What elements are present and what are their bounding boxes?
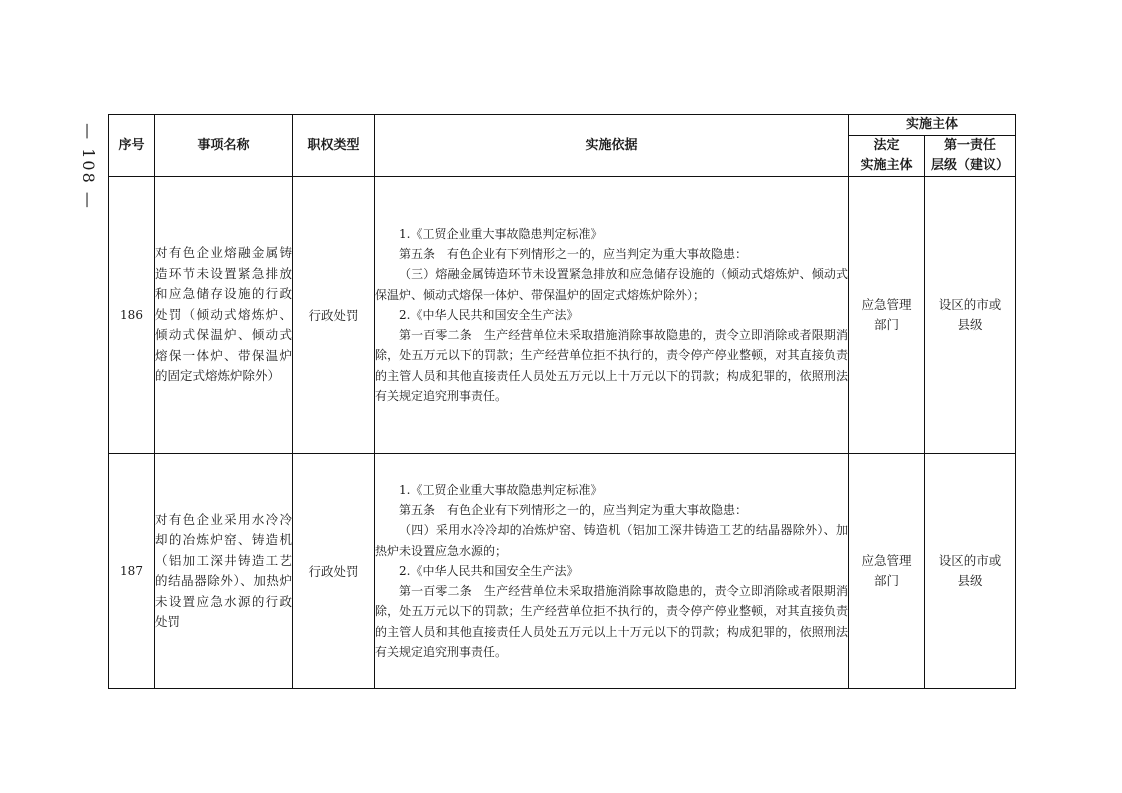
row-legal-subject — [849, 454, 925, 689]
header-row-1 — [109, 115, 1016, 136]
row-first-level-line2: 县级 — [957, 573, 983, 588]
row-first-level-line2: 县级 — [957, 317, 983, 332]
row-first-level — [925, 177, 1016, 454]
header-first-level-line1: 第一责任 — [944, 138, 997, 153]
header-first-level — [925, 136, 1016, 177]
basis-paragraph: 第一百零二条 生产经营单位未采取措施消除事故隐患的，责令立即消除或者限期消除，处五万元以下的罚款；生产经营单位拒不执行的，责令停产停业整顿，对其直接负责的主管人员和其他直接责任人员处五万元以上十万元以下的罚款；构成犯罪的，依照刑法有关规定追究刑事责任。 — [375, 584, 848, 660]
row-authority-type: 行政处罚 — [293, 454, 375, 689]
basis-paragraph: （四）采用水冷冷却的冶炼炉窑、铸造机（铝加工深井铸造工艺的结晶器除外）、加热炉未设置应急水源的； — [375, 523, 848, 558]
row-first-level-line1: 设区的市或 — [938, 297, 1002, 312]
row-basis — [375, 177, 849, 454]
authority-table — [108, 114, 1016, 689]
basis-paragraph: 2.《中华人民共和国安全生产法》 — [399, 563, 579, 578]
header-type: 职权类型 — [293, 115, 375, 177]
page-number — [72, 116, 104, 216]
row-legal-subject-line2: 部门 — [873, 573, 899, 588]
header-first-level-line2: 层级（建议） — [931, 158, 1010, 173]
header-basis: 实施依据 — [375, 115, 849, 177]
row-item-name: 对有色企业熔融金属铸造环节未设置紧急排放和应急储存设施的行政处罚（倾动式熔炼炉、倾动式保温炉、倾动式熔保一体炉、带保温炉的固定式熔炼炉除外） — [155, 177, 293, 454]
row-seq: 186 — [109, 177, 155, 454]
row-authority-type: 行政处罚 — [293, 177, 375, 454]
row-first-level — [925, 454, 1016, 689]
row-first-level-line1: 设区的市或 — [938, 553, 1002, 568]
header-legal-subject-line1: 法定 — [873, 138, 900, 153]
row-seq: 187 — [109, 454, 155, 689]
basis-paragraph: 第一百零二条 生产经营单位未采取措施消除事故隐患的，责令立即消除或者限期消除，处五万元以下的罚款；生产经营单位拒不执行的，责令停产停业整顿，对其直接负责的主管人员和其他直接责任人员处五万元以上十万元以下的罚款；构成犯罪的，依照刑法有关规定追究刑事责任。 — [375, 328, 848, 404]
page-number-text: — 108 — — [78, 122, 98, 210]
table-row — [109, 177, 1016, 454]
basis-paragraph: （三）熔融金属铸造环节未设置紧急排放和应急储存设施的（倾动式熔炼炉、倾动式保温炉、倾动式熔保一体炉、带保温炉的固定式熔炼炉除外）； — [375, 267, 848, 302]
basis-paragraph: 2.《中华人民共和国安全生产法》 — [399, 307, 579, 322]
row-basis — [375, 454, 849, 689]
row-item-name: 对有色企业采用水冷冷却的冶炼炉窑、铸造机（铝加工深井铸造工艺的结晶器除外）、加热炉未设置应急水源的行政处罚 — [155, 454, 293, 689]
basis-paragraph: 第五条 有色企业有下列情形之一的，应当判定为重大事故隐患： — [399, 246, 748, 261]
header-seq: 序号 — [109, 115, 155, 177]
row-legal-subject-line2: 部门 — [873, 317, 899, 332]
header-legal-subject — [849, 136, 925, 177]
basis-paragraph: 1.《工贸企业重大事故隐患判定标准》 — [399, 482, 603, 497]
header-legal-subject-line2: 实施主体 — [860, 158, 913, 173]
table-row — [109, 454, 1016, 689]
row-legal-subject-line1: 应急管理 — [861, 297, 912, 312]
basis-paragraph: 第五条 有色企业有下列情形之一的，应当判定为重大事故隐患： — [399, 502, 748, 517]
header-name: 事项名称 — [155, 115, 293, 177]
header-subject-group: 实施主体 — [849, 115, 1016, 136]
row-legal-subject — [849, 177, 925, 454]
row-legal-subject-line1: 应急管理 — [861, 553, 912, 568]
basis-paragraph: 1.《工贸企业重大事故隐患判定标准》 — [399, 226, 603, 241]
